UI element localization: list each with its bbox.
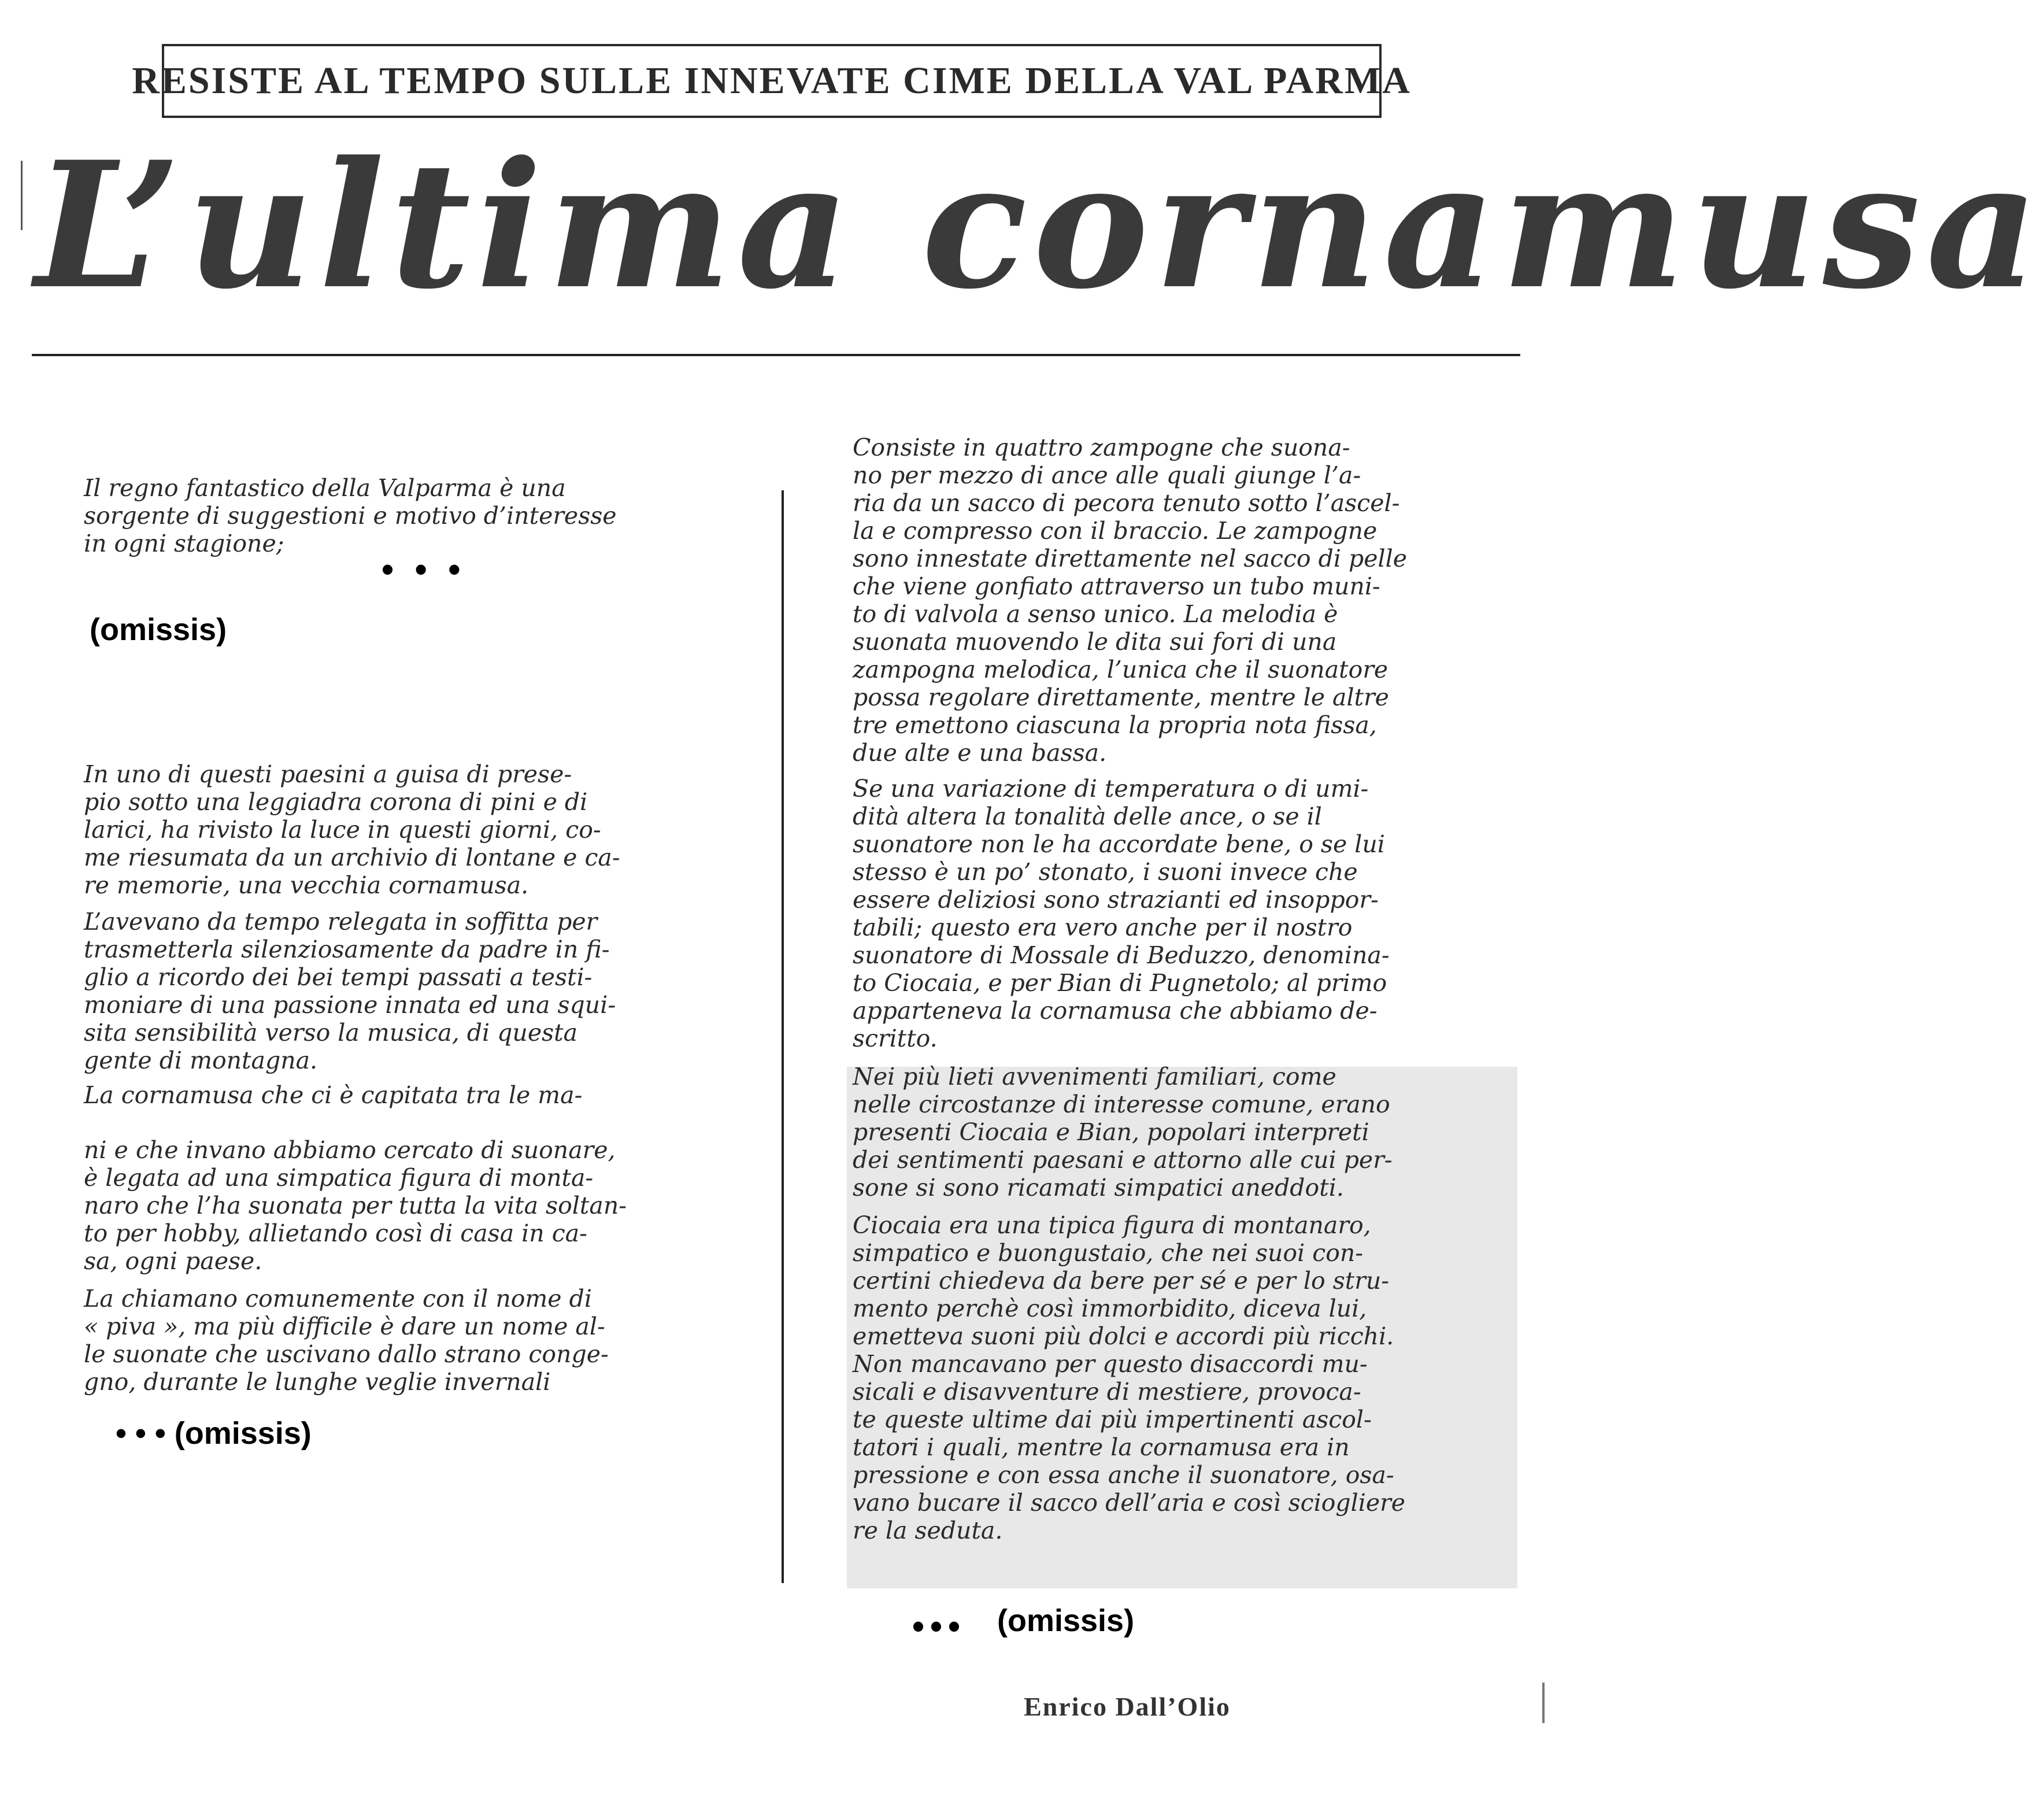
kicker-text: RESISTE AL TEMPO SULLE INNEVATE CIME DELLA VAL PARMA: [132, 60, 1412, 102]
headline-rule: [32, 354, 1520, 356]
right-para-1: Consiste in quattro zampogne che suona- no per mezzo di ance alle quali giunge l’a- ria da un sacco di pecora tenuto sotto l’ascel- la e compresso con il braccio. Le zampogne sono innestate direttamente nel sacco di pelle che viene gonfiato attraverso un tubo muni- to di valvola a senso unico. La melodia è suonata muovendo le dita sui fori di una zampogna melodica, l’unica che il suonatore possa regolare direttamente, mentre le altre tre emettono ciascuna la propria nota fissa, due alte e una bassa.: [853, 434, 1408, 767]
omissis-dots-3: •••: [912, 1607, 967, 1646]
right-para-2: Se una variazione di temperatura o di umi- dità altera la tonalità delle ance, o se il suonatore non le ha accordate bene, o se lui stesso è un po’ stonato, i suoni invece che essere deliziosi sono strazianti ed insoppor- tabili; questo era vero anche per il nostro suonatore di Mossale di Beduzzo, denomina- to Ciocaia, e per Bian di Pugnetolo; al primo apparteneva la cornamusa che abbiamo de- scritto.: [853, 775, 1390, 1052]
omissis-1: (omissis): [90, 612, 227, 647]
kicker-box: [132, 44, 1412, 118]
left-para-a: In uno di questi paesini a guisa di prese- pio sotto una leggiadra corona di pini e di larici, ha rivisto la luce in questi giorni, co- me riesumata da un archivio di lontane e ca- re memorie, una vecchia cornamusa.: [84, 760, 620, 899]
author-byline: Enrico Dall’Olio: [1024, 1692, 1231, 1721]
right-para-4: Ciocaia era una tipica figura di montanaro, simpatico e buongustaio, che nei suoi con- certini chiedeva da bere per sé e per lo stru- mento perchè così immorbidito, diceva lui, emetteva suoni più dolci e accordi più ricchi. Non mancavano per questo disaccordi mu- sicali e disavventure di mestiere, provoca- te queste ultime dai più impertinenti ascol- tatori i quali, mentre la cornamusa era in pressione e con essa anche il suonatore, osa- vano bucare il sacco dell’aria e così sciogliere re la seduta.: [853, 1211, 1405, 1544]
edge-mark-right: [1542, 1683, 1545, 1723]
intro-dots: • • •: [382, 550, 466, 589]
right-para-3: Nei più lieti avvenimenti familiari, come nelle circostanze di interesse comune, erano presenti Ciocaia e Bian, popolari interpreti dei sentimenti paesani e attorno alle cui per- sone si sono ricamati simpatici aneddoti.: [853, 1063, 1393, 1202]
column-divider: [782, 490, 784, 1583]
left-para-b: L’avevano da tempo relegata in soffitta per trasmetterla silenziosamente da padre in fi- glio a ricordo dei bei tempi passati a testi- moniare di una passione innata ed una squi- sita sensibilità verso la musica, di questa gente di montagna.: [84, 908, 616, 1074]
left-para-e: La chiamano comunemente con il nome di « piva », ma più difficile è dare un nome al- le suonate che uscivano dallo strano conge- gno, durante le lunghe veglie invernali: [84, 1285, 609, 1396]
omissis-2: • • • (omissis): [116, 1416, 312, 1451]
left-intro: Il regno fantastico della Valparma è una sorgente di suggestioni e motivo d’interesse in ogni stagione;: [84, 474, 617, 557]
headline: L’ultima cornamusa: [35, 123, 2044, 327]
left-para-d: ni e che invano abbiamo cercato di suonare, è legata ad una simpatica figura di monta- naro che l’ha suonata per tutta la vita soltan- to per hobby, allietando così di casa in ca- sa, ogni paese.: [84, 1136, 627, 1275]
edge-mark: [21, 161, 23, 230]
omissis-3: (omissis): [997, 1603, 1135, 1638]
left-para-c: La cornamusa che ci è capitata tra le ma-: [84, 1081, 583, 1109]
